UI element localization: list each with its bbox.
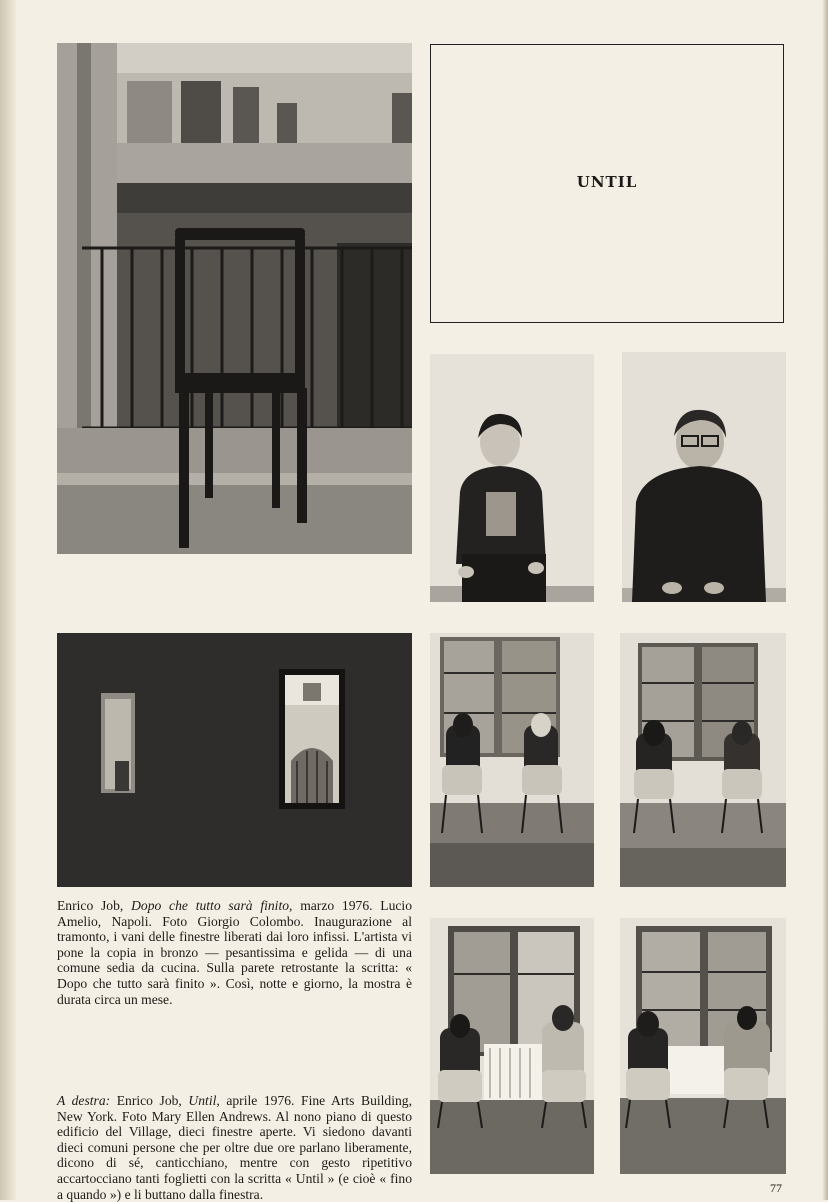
- caption-dopo-che-tutto: [57, 898, 412, 1007]
- caption-right-author: Enrico Job,: [116, 1093, 182, 1108]
- photo-portrait-older-woman: [622, 352, 786, 602]
- caption-left-title: Dopo che tutto sarà finito: [131, 898, 290, 913]
- photo-night-windows: [57, 633, 412, 887]
- page-number: 77: [770, 1181, 782, 1195]
- caption-right-text: , aprile 1976. Fine Arts Building, New York. Foto Mary Ellen Andrews. Al nono piano di questo edificio del Village, dieci finestre aperte. Vi siedono davanti dieci comuni persone che per oltre due ore parlano liberamente, dicono di sé, canticchiano, mentre con gesto ripetitivo accartocciano tanti foglietti con la scritta « Until » (e cioè « fino a quando ») e li buttano dalla finestra.: [57, 1093, 413, 1202]
- caption-left-text: , marzo 1976. Lucio Amelio, Napoli. Foto Giorgio Colombo. Inaugurazione al tramonto, i vani delle finestre liberati dai loro infissi. L'artista vi pone la copia in bronzo — pesantissima e gelida — di una comune sedia da cucina. Sulla parete retrostante la scritta: « Dopo che tutto sarà finito ». Così, notte e giorno, la mostra è durata circa un mese.: [57, 898, 412, 1007]
- caption-until: [57, 1093, 412, 1202]
- until-title-box: [430, 44, 784, 323]
- photo-until-window-4: [620, 918, 786, 1174]
- caption-right-lead: A destra:: [57, 1093, 111, 1108]
- until-title: UNTIL: [576, 172, 638, 191]
- caption-left-author: Enrico Job,: [57, 898, 124, 913]
- photo-until-window-1: [430, 633, 594, 887]
- photo-portrait-young-woman: [430, 354, 594, 602]
- page-right-edge: [822, 0, 828, 1200]
- photo-chair-balcony: [57, 43, 412, 554]
- caption-right-title: Until: [188, 1093, 217, 1108]
- photo-until-window-3: [430, 918, 594, 1174]
- page-binding-edge: [0, 0, 16, 1200]
- photo-until-window-2: [620, 633, 786, 887]
